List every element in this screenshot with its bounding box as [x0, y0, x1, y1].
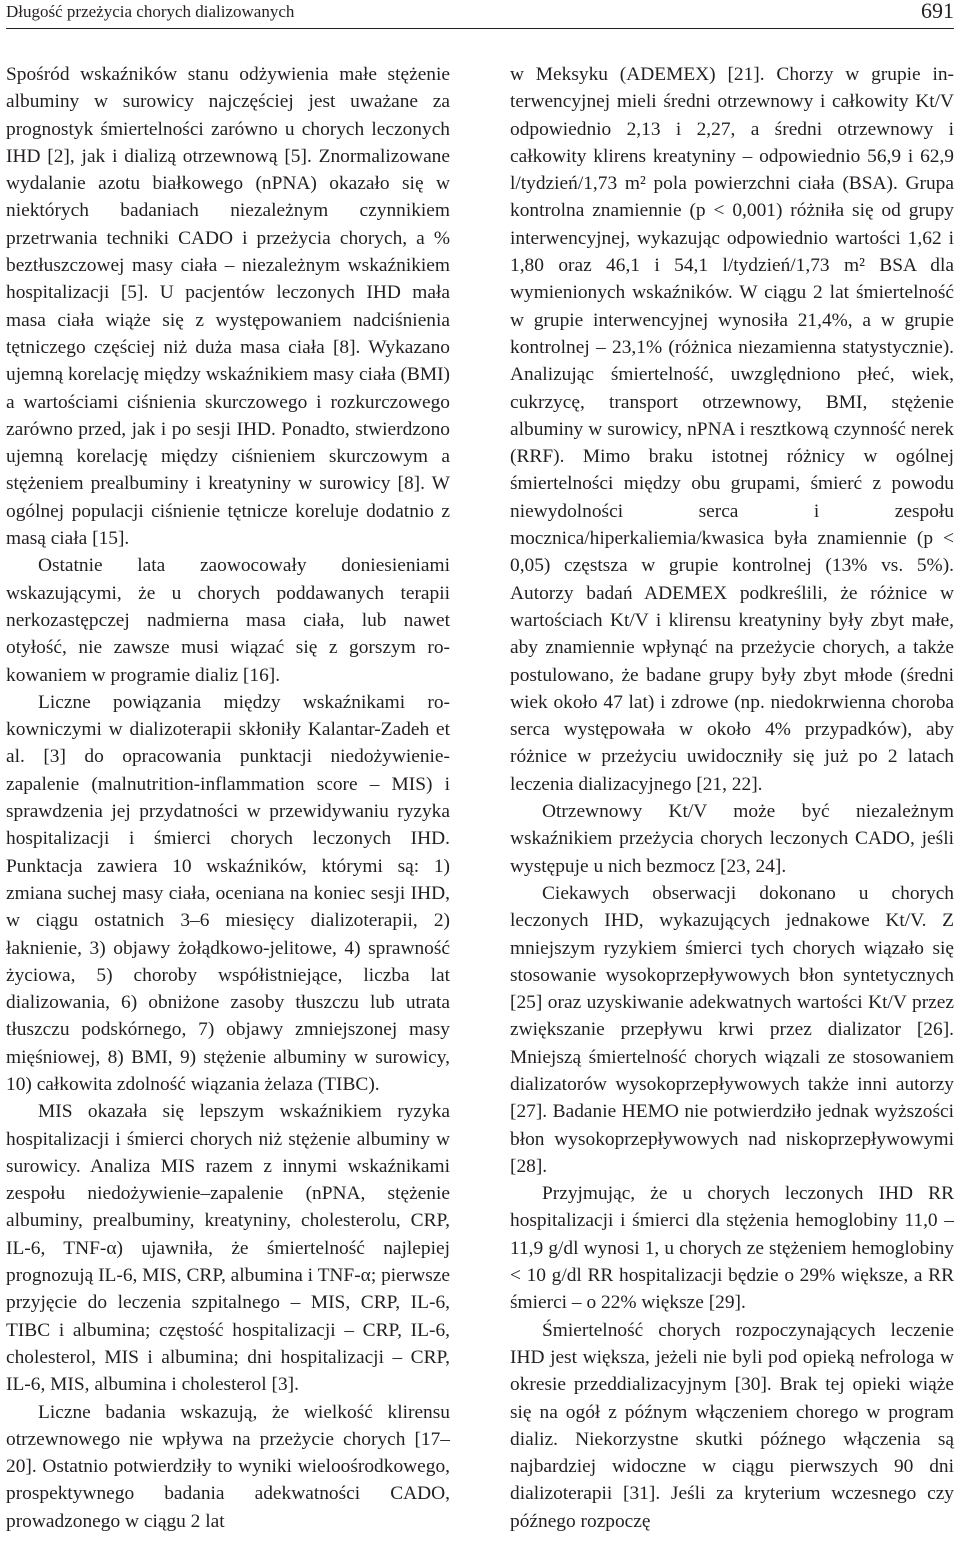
running-title: Długość przeżycia chorych dializowanych	[6, 2, 295, 21]
paragraph: Śmiertelność chorych rozpoczynających leczenie IHD jest większa, jeżeli nie byli pod opieką nefrologa w okresie przeddializacyjnym [30]. Brak tej opieki wiąże się na ogół z późnym włączeniem chorego w program dializ. Niekorzystne skutki późnego włączenia są najbardziej widoczne w ciągu pierwszych 90 dni dializoterapii [31]. Jeśli za kryterium wczesnego czy późnego rozpoczę	[510, 1319, 954, 1532]
right-column	[510, 61, 954, 1535]
paragraph: Ostatnie lata zaowocowały doniesieniami wskazującymi, że u chorych poddawanych terapii nerkozastępczej nadmierna masa ciała, lub nawet otyłość, nie zawsze musi wiązać się z gorszym rokowaniem w programie dializ [16].	[6, 555, 450, 686]
paragraph: Ciekawych obserwacji dokonano u chorych leczonych IHD, wykazujących jednakowe Kt/V. Z mniejszym ryzykiem śmierci tych chorych wiązało się stosowanie wysokoprzepływowych błon syntetycznych [25] oraz uzyskiwanie adekwatnych wartości Kt/V przez zwiększanie przepływu krwi przez dializator [26]. Mniejszą śmiertelność chorych wiązali ze stosowaniem dializatorów wysokoprzepływowych także inni autorzy [27]. Badanie HEMO nie potwierdziło jednak wyższości błon wysokoprzepływowych nad niskoprzepływowymi [28].	[510, 882, 954, 1177]
left-column	[6, 61, 450, 1535]
paragraph: MIS okazała się lepszym wskaźnikiem ryzyka hospitalizacji i śmierci chorych niż stężenie albuminy w surowicy. Analiza MIS razem z innymi wskaźnikami zespołu niedożywienie–zapalenie (nPNA, stężenie albuminy, prealbuminy, kreatyniny, cholesterolu, CRP, IL-6, TNF-α) ujawniła, że śmiertelność najlepiej prognozują IL-6, MIS, CRP, albumina i TNF-α; pierwsze przyjęcie do leczenia szpitalnego – MIS, CRP, IL-6, TIBC i albumina; częstość hospitalizacji – CRP, IL-6, cholesterol, MIS i albumina; dni hospitalizacji – CRP, IL-6, MIS, albumina i cholesterol [3].	[6, 1101, 450, 1396]
paragraph: Liczne badania wskazują, że wielkość klirensu otrzewnowego nie wpływa na przeżycie chorych [17–20]. Ostatnio potwierdziły to wyniki wieloośrodkowego, prospektywnego badania adekwatności CADO, prowadzonego w ciągu 2 lat	[6, 1401, 450, 1532]
page-number: 691	[921, 0, 954, 23]
paragraph: w Meksyku (ADEMEX) [21]. Chorzy w grupie interwencyjnej mieli średni otrzewnowy i całkowity Kt/V odpowiednio 2,13 i 2,27, a średni otrzewnowy i całkowity klirens kreatyniny – odpowiednio 56,9 i 62,9 l/tydzień/1,73 m² pola powierzchni ciała (BSA). Grupa kontrolna znamiennie (p < 0,001) różniła się od grupy interwencyjnej, wykazując odpowiednio wartości 1,62 i 1,80 oraz 46,1 i 54,1 l/tydzień/1,73 m² BSA dla wymienionych wskaźników. W ciągu 2 lat śmiertelność w grupie interwencyjnej wynosiła 21,4%, a w grupie kontrolnej – 23,1% (różnica niezamienna statystycznie). Analizując śmiertelność, uwzględniono płeć, wiek, cukrzycę, transport otrzewnowy, BMI, stężenie albuminy w surowicy, nPNA i resztkową czynność nerek (RRF). Mimo braku istotnej różnicy w ogólnej śmiertelności między obu grupami, śmierć z powodu niewydolności serca i zespołu mocznica/hiperkaliemia/kwasica była znamiennie (p < 0,05) częstsza w grupie kontrolnej (13% vs. 5%). Autorzy badań ADEMEX podkreślili, że różnice w wartościach Kt/V i klirensu kreatyniny były zbyt małe, aby znamiennie wpłynąć na przeżycie chorych, a także postulowano, że badane grupy były zbyt młode (średni wiek około 47 lat) i zdrowe (np. niedokrwienna choroba serca występowała w około 4% przypadków), aby różnice w przeżyciu uwidoczniły się już po 2 latach leczenia dializacyjnego [21, 22].	[510, 64, 954, 795]
paragraph: Liczne powiązania między wskaźnikami rokowniczymi w dializoterapii skłoniły Kalantar-Zadeh et al. [3] do opracowania punktacji niedożywienie-zapalenie (malnutrition-inflammation score – MIS) i sprawdzenia jej przydatności w przewidywaniu ryzyka hospitalizacji i śmierci chorych leczonych IHD. Punktacja zawiera 10 wskaźników, którymi są: 1) zmiana suchej masy ciała, oceniana na koniec sesji IHD, w ciągu ostatnich 3–6 miesięcy dializoterapii, 2) łaknienie, 3) objawy żołądkowo-jelitowe, 4) sprawność życiowa, 5) choroby współistniejące, liczba lat dializowania, 6) obniżone zasoby tłuszczu lub utrata tłuszczu podskórnego, 7) objawy zmniejszonej masy mięśniowej, 8) BMI, 9) stężenie albuminy w surowicy, 10) całkowita zdolność wiązania żelaza (TIBC).	[6, 691, 450, 1095]
paragraph: Przyjmując, że u chorych leczonych IHD RR hospitalizacji i śmierci dla stężenia hemoglobiny 11,0 – 11,9 g/dl wynosi 1, u chorych ze stężeniem hemoglobiny < 10 g/dl RR hospitalizacji będzie o 29% większe, a RR śmierci – o 22% większe [29].	[510, 1183, 954, 1314]
paragraph: Otrzewnowy Kt/V może być niezależnym wskaźnikiem przeżycia chorych leczonych CADO, jeśli występuje u nich bezmocz [23, 24].	[510, 801, 954, 877]
paragraph: Spośród wskaźników stanu odżywienia małe stężenie albuminy w surowicy najczęściej jest uważane za prognostyk śmiertelności zarówno u chorych leczonych IHD [2], jak i dializą otrzewnową [5]. Znormalizowane wydalanie azotu białkowego (nPNA) okazało się w niektórych badaniach niezależnym czynnikiem przetrwania techniki CADO i przeżycia chorych, a % beztłuszczowej masy ciała – niezależnym wskaźnikiem hospitalizacji [5]. U pacjentów leczonych IHD mała masa ciała wiąże się z występowaniem nadciśnienia tętniczego częściej niż duża masa ciała [8]. Wykazano ujemną korelację między wskaźnikiem masy ciała (BMI) a wartościami ciśnienia skurczowego i rozkurczowego zarówno przed, jak i po sesji IHD. Ponadto, stwierdzono ujemną korelację między ciśnieniem skurczowym a stężeniem prealbuminy i kreatyniny w surowicy [8]. W ogólnej populacji ciśnienie tętnicze koreluje dodatnio z masą ciała [15].	[6, 64, 450, 550]
running-header	[6, 0, 954, 29]
